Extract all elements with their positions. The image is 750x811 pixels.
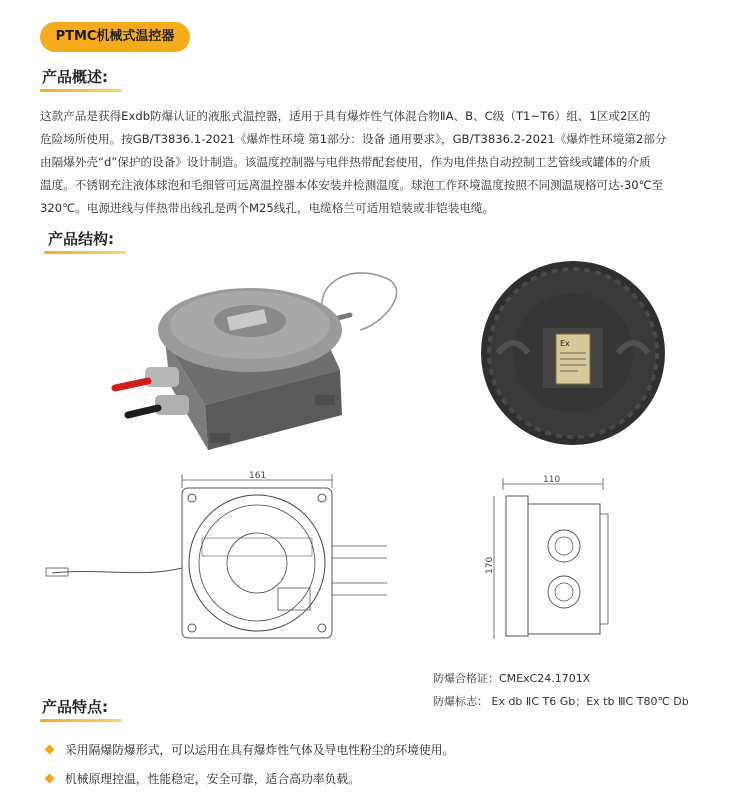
side-height-dimension-label: 170 bbox=[485, 556, 495, 574]
page-title: PTMC机械式温控器 bbox=[40, 22, 190, 52]
overview-line: 由隔爆外壳“d”保护的设备》设计制造。该温度控制器与电伴热带配套使用，作为电伴热自动控制工艺管线或罐体的介质 bbox=[40, 155, 651, 169]
overview-underline bbox=[40, 89, 122, 92]
feature-item bbox=[46, 770, 360, 787]
nameplate-mark: Ex bbox=[560, 339, 570, 348]
overview-heading: 产品概述: bbox=[42, 68, 108, 86]
bullet-diamond-icon bbox=[45, 774, 55, 784]
explosion-proof-certificate: 防爆合格证：CMExC24.1701X bbox=[433, 672, 591, 685]
overview-text bbox=[40, 105, 720, 220]
features-underline bbox=[40, 719, 122, 722]
side-drawing bbox=[485, 474, 618, 644]
side-width-dimension-label: 110 bbox=[543, 475, 561, 485]
structure-heading: 产品结构: bbox=[48, 230, 114, 248]
product-photo-top bbox=[478, 258, 668, 448]
feature-item bbox=[46, 741, 454, 758]
overview-line: 温度。不锈钢充注液体球泡和毛细管可远离温控器本体安装并检测温度。球泡工作环境温度按照不同测温规格可达-30℃至 bbox=[40, 178, 664, 192]
feature-text: 机械原理控温，性能稳定，安全可靠，适合高功率负载。 bbox=[65, 772, 360, 786]
bullet-diamond-icon bbox=[45, 745, 55, 755]
overview-line: 危险场所使用。按GB/T3836.1-2021《爆炸性环境 第1部分：设备 通用要求》，GB/T3836.2-2021《爆炸性环境第2部分 bbox=[40, 132, 667, 146]
explosion-proof-mark: 防爆标志： Ex db ⅡC T6 Gb；Ex tb ⅢC T80℃ Db bbox=[433, 695, 689, 708]
front-drawing bbox=[42, 468, 392, 643]
features-heading: 产品特点: bbox=[42, 698, 108, 716]
overview-line: 这款产品是获得Exdb防爆认证的液胀式温控器，适用于具有爆炸性气体混合物ⅡA、B、C级（T1~T6）组、1区或2区的 bbox=[40, 109, 651, 123]
feature-text: 采用隔爆防爆形式，可以运用在具有爆炸性气体及导电性粉尘的环境使用。 bbox=[65, 743, 455, 757]
product-photo-3d bbox=[110, 255, 400, 455]
width-dimension-label: 161 bbox=[249, 471, 267, 481]
structure-underline bbox=[44, 251, 126, 254]
overview-line: 320℃。电源进线与伴热带出线孔是两个M25线孔，电缆格兰可适用铠装或非铠装电缆。 bbox=[40, 201, 495, 215]
